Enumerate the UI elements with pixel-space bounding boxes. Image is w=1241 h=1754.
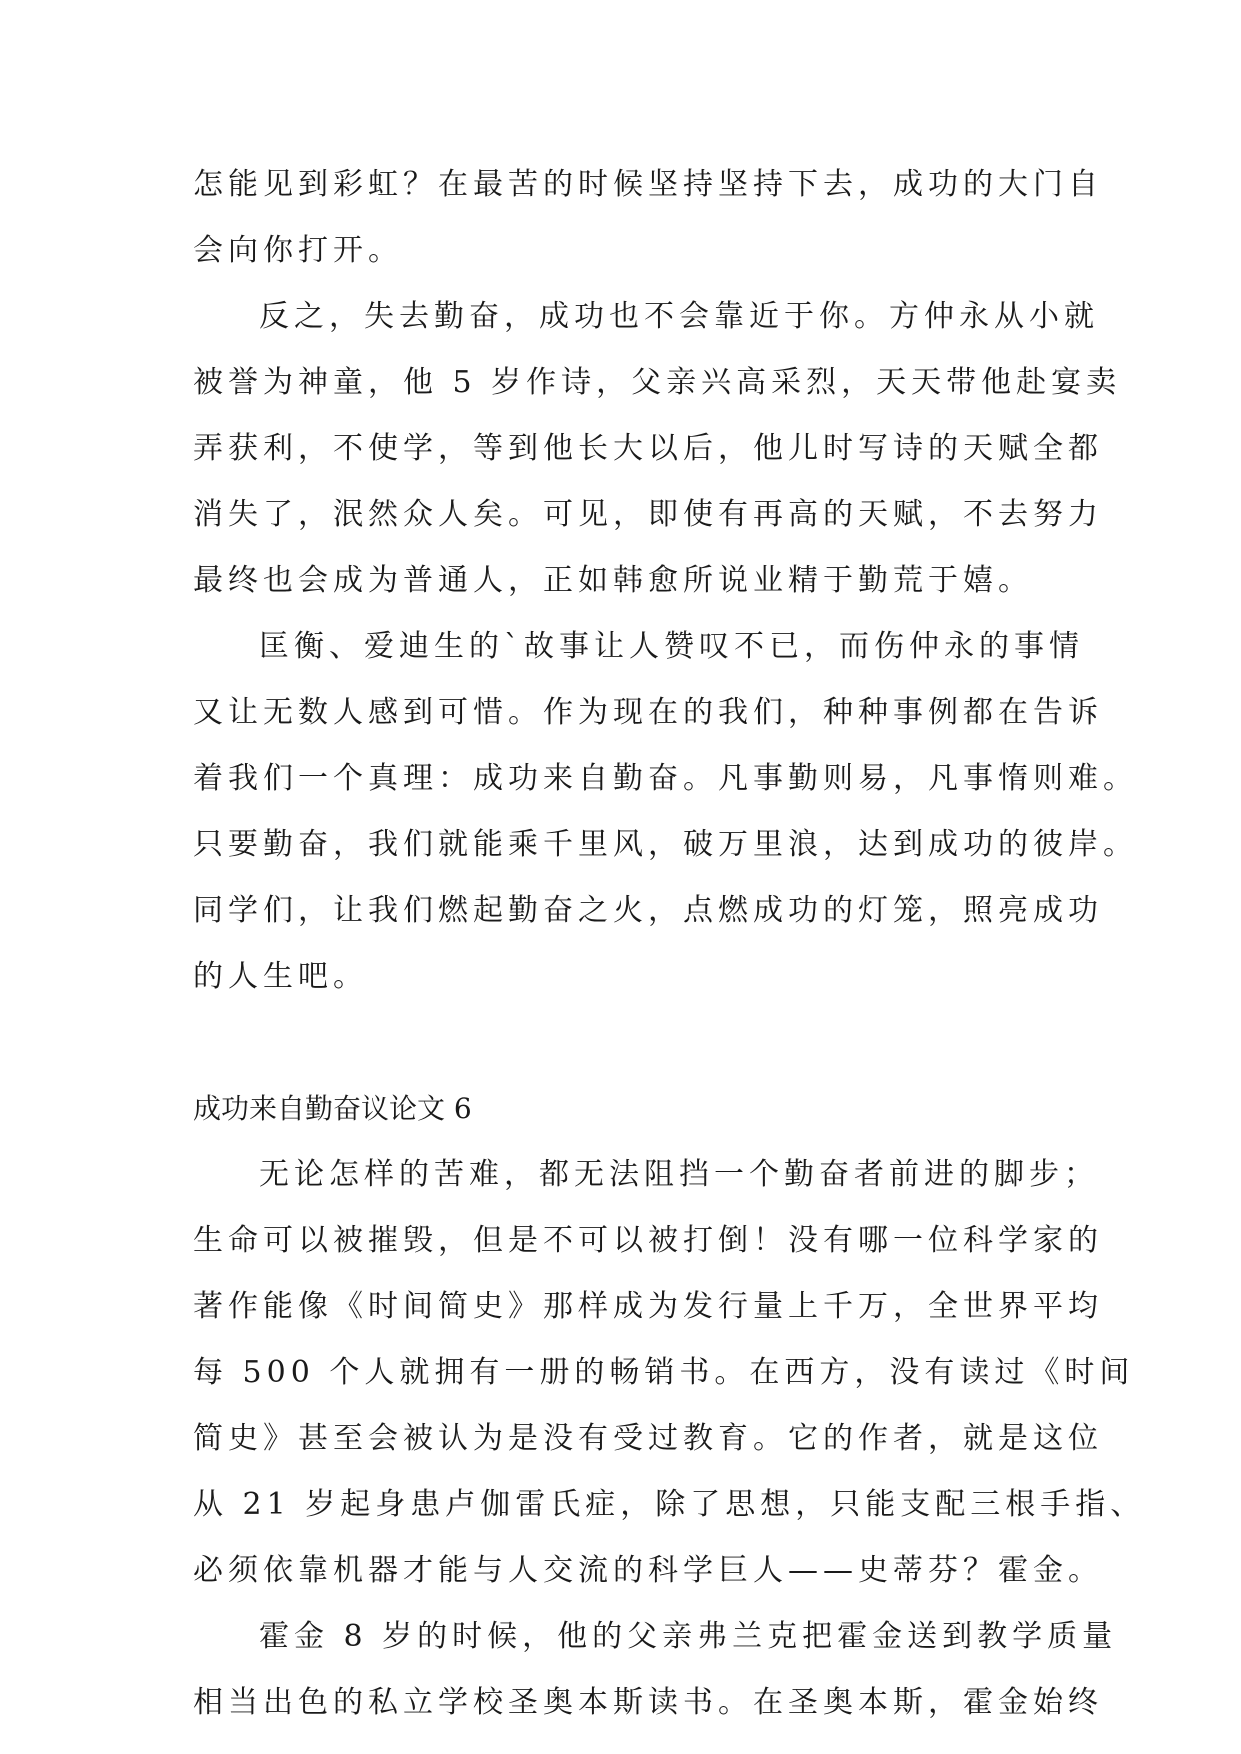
text-line: 霍金 8 岁的时候，他的父亲弗兰克把霍金送到教学质量 (259, 1619, 1118, 1654)
paragraph (193, 284, 1122, 614)
text-line: 每 500 个人就拥有一册的畅销书。在西方，没有读过《时间 (193, 1355, 1135, 1390)
text-line: 无论怎样的苦难，都无法阻挡一个勤奋者前进的脚步； (259, 1157, 1099, 1192)
text-line: 最终也会成为普通人，正如韩愈所说业精于勤荒于嬉。 (193, 563, 1033, 598)
text-line: 的人生吧。 (193, 959, 368, 994)
text-line: 反之，失去勤奋，成功也不会靠近于你。方仲永从小就 (259, 299, 1099, 334)
section-heading: 成功来自勤奋议论文 6 (193, 1092, 472, 1125)
text-line: 只要勤奋，我们就能乘千里风，破万里浪，达到成功的彼岸。 (193, 827, 1138, 862)
paragraph (193, 152, 1103, 284)
text-line: 匡衡、爱迪生的`故事让人赞叹不已，而伤仲永的事情 (259, 629, 1084, 664)
text-line: 弄获利，不使学，等到他长大以后，他儿时写诗的天赋全都 (193, 431, 1103, 466)
text-line: 相当出色的私立学校圣奥本斯读书。在圣奥本斯，霍金始终 (193, 1685, 1103, 1720)
paragraph (193, 614, 1138, 1010)
text-line: 著作能像《时间简史》那样成为发行量上千万，全世界平均 (193, 1289, 1103, 1324)
text-line: 怎能见到彩虹？在最苦的时候坚持坚持下去，成功的大门自 (193, 167, 1103, 202)
text-line: 同学们，让我们燃起勤奋之火，点燃成功的灯笼，照亮成功 (193, 893, 1103, 928)
text-line: 会向你打开。 (193, 233, 403, 268)
text-line: 消失了，泯然众人矣。可见，即使有再高的天赋，不去努力 (193, 497, 1103, 532)
text-line: 着我们一个真理：成功来自勤奋。凡事勤则易，凡事惰则难。 (193, 761, 1138, 796)
text-line: 必须依靠机器才能与人交流的科学巨人——史蒂芬？霍金。 (193, 1553, 1103, 1588)
paragraph (193, 1142, 1146, 1604)
text-line: 被誉为神童，他 5 岁作诗，父亲兴高采烈，天天带他赴宴卖 (193, 365, 1122, 400)
document-page (193, 152, 1146, 1736)
section-gap (193, 1010, 1073, 1076)
paragraph (193, 1604, 1118, 1736)
text-line: 又让无数人感到可惜。作为现在的我们，种种事例都在告诉 (193, 695, 1103, 730)
text-line: 从 21 岁起身患卢伽雷氏症，除了思想，只能支配三根手指、 (193, 1487, 1146, 1522)
text-line: 生命可以被摧毁，但是不可以被打倒！没有哪一位科学家的 (193, 1223, 1103, 1258)
text-line: 简史》甚至会被认为是没有受过教育。它的作者，就是这位 (193, 1421, 1103, 1456)
